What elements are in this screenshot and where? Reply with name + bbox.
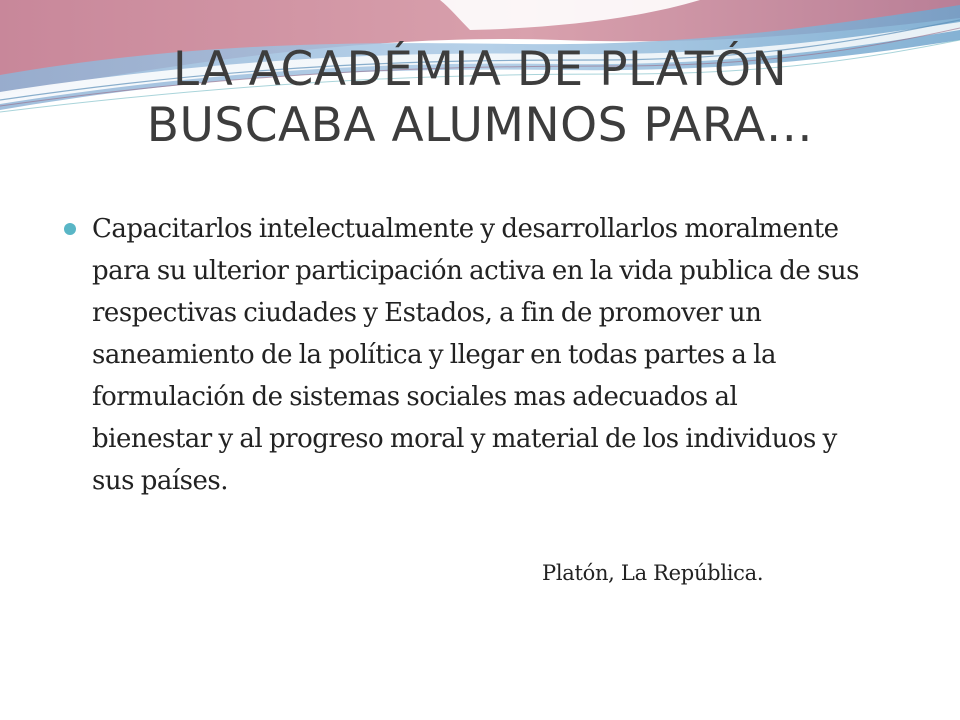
slide-body — [60, 208, 860, 502]
slide-title-line-1: LA ACADÉMIA DE PLATÓN — [172, 42, 788, 97]
quote-attribution: Platón, La República. — [542, 561, 764, 585]
bullet-icon — [64, 223, 76, 235]
bullet-item — [60, 208, 860, 502]
slide-title-line-2: BUSCABA ALUMNOS PARA… — [146, 98, 814, 153]
slide-title — [40, 42, 920, 154]
bullet-text: Capacitarlos intelectualmente y desarrollarlos moralmente para su ulterior participación activa en la vida publica de sus respectivas ciudades y Estados, a fin de promover un saneamiento de la política y llegar en todas partes a la formulación de sistemas sociales mas adecuados al bienestar y al progreso moral y material de los individuos y sus países. — [92, 214, 859, 496]
